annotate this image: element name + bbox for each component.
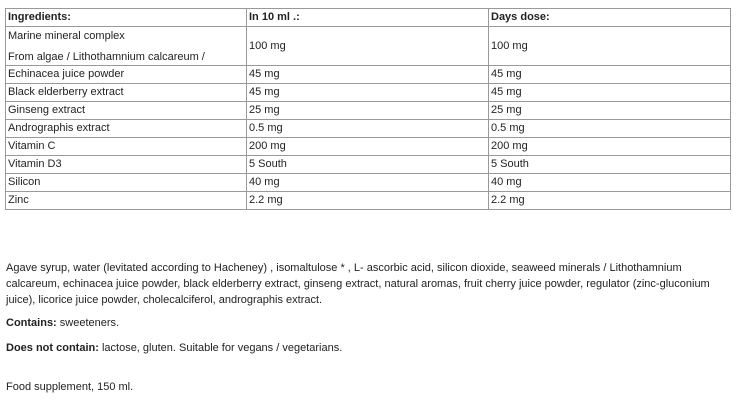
does-not-contain-value: lactose, gluten. Suitable for vegans / vegetarians. — [101, 342, 343, 354]
header-days-dose: Days dose: — [489, 9, 731, 27]
amount-daily: 200 mg — [489, 138, 731, 156]
contains-label: Contains: — [6, 317, 57, 329]
table-row — [6, 174, 731, 192]
amount-in-10-ml: 40 mg — [247, 174, 489, 192]
table-row — [6, 102, 731, 120]
ingredient-name: Zinc — [6, 192, 247, 210]
contains-value: sweeteners. — [59, 317, 120, 329]
amount-in-10-ml: 5 South — [247, 156, 489, 174]
ingredient-name: Andrographis extract — [6, 120, 247, 138]
header-ingredients: Ingredients: — [6, 9, 247, 27]
amount-in-10-ml: 0.5 mg — [247, 120, 489, 138]
amount-daily: 100 mg — [489, 27, 731, 66]
table-row — [6, 66, 731, 84]
amount-daily: 25 mg — [489, 102, 731, 120]
amount-daily: 2.2 mg — [489, 192, 731, 210]
amount-daily: 40 mg — [489, 174, 731, 192]
food-supplement-note: Food supplement, 150 ml. — [6, 381, 134, 393]
table-row — [6, 27, 731, 66]
ingredient-name: Marine mineral complex — [8, 30, 125, 42]
amount-daily: 0.5 mg — [489, 120, 731, 138]
does-not-contain-line — [6, 340, 342, 356]
header-in-10-ml: In 10 ml .: — [247, 9, 489, 27]
ingredient-name: Silicon — [6, 174, 247, 192]
table-row — [6, 192, 731, 210]
amount-in-10-ml: 2.2 mg — [247, 192, 489, 210]
ingredient-name: Ginseng extract — [6, 102, 247, 120]
amount-daily: 45 mg — [489, 66, 731, 84]
ingredient-name: Echinacea juice powder — [6, 66, 247, 84]
ingredient-name: Vitamin C — [6, 138, 247, 156]
amount-in-10-ml: 45 mg — [247, 84, 489, 102]
ingredient-name: Vitamin D3 — [6, 156, 247, 174]
table-row — [6, 120, 731, 138]
amount-in-10-ml: 45 mg — [247, 66, 489, 84]
ingredients-table — [5, 8, 731, 210]
amount-in-10-ml: 200 mg — [247, 138, 489, 156]
ingredient-name-cell — [6, 27, 247, 66]
amount-in-10-ml: 25 mg — [247, 102, 489, 120]
table-row — [6, 138, 731, 156]
amount-daily: 5 South — [489, 156, 731, 174]
table-row — [6, 84, 731, 102]
table-row — [6, 156, 731, 174]
amount-daily: 45 mg — [489, 84, 731, 102]
ingredient-name-source: From algae / Lithothamnium calcareum / — [8, 51, 205, 63]
contains-line — [6, 315, 119, 331]
ingredient-name: Black elderberry extract — [6, 84, 247, 102]
does-not-contain-label: Does not contain: — [6, 342, 99, 354]
composition-paragraph: Agave syrup, water (levitated according to Hacheney) , isomaltulose * , L- ascorbic acid, silicon dioxide, seaweed minerals / Lithothamnium calcareum, echinacea juice powder, black elderberry extract, ginseng extract, natural aromas, fruit cherry juice powder, regulator (zinc-gluconium juice), licorice juice powder, cholecalciferol, andrographis extract. — [6, 262, 710, 306]
amount-in-10-ml: 100 mg — [247, 27, 489, 66]
table-header-row — [6, 9, 731, 27]
